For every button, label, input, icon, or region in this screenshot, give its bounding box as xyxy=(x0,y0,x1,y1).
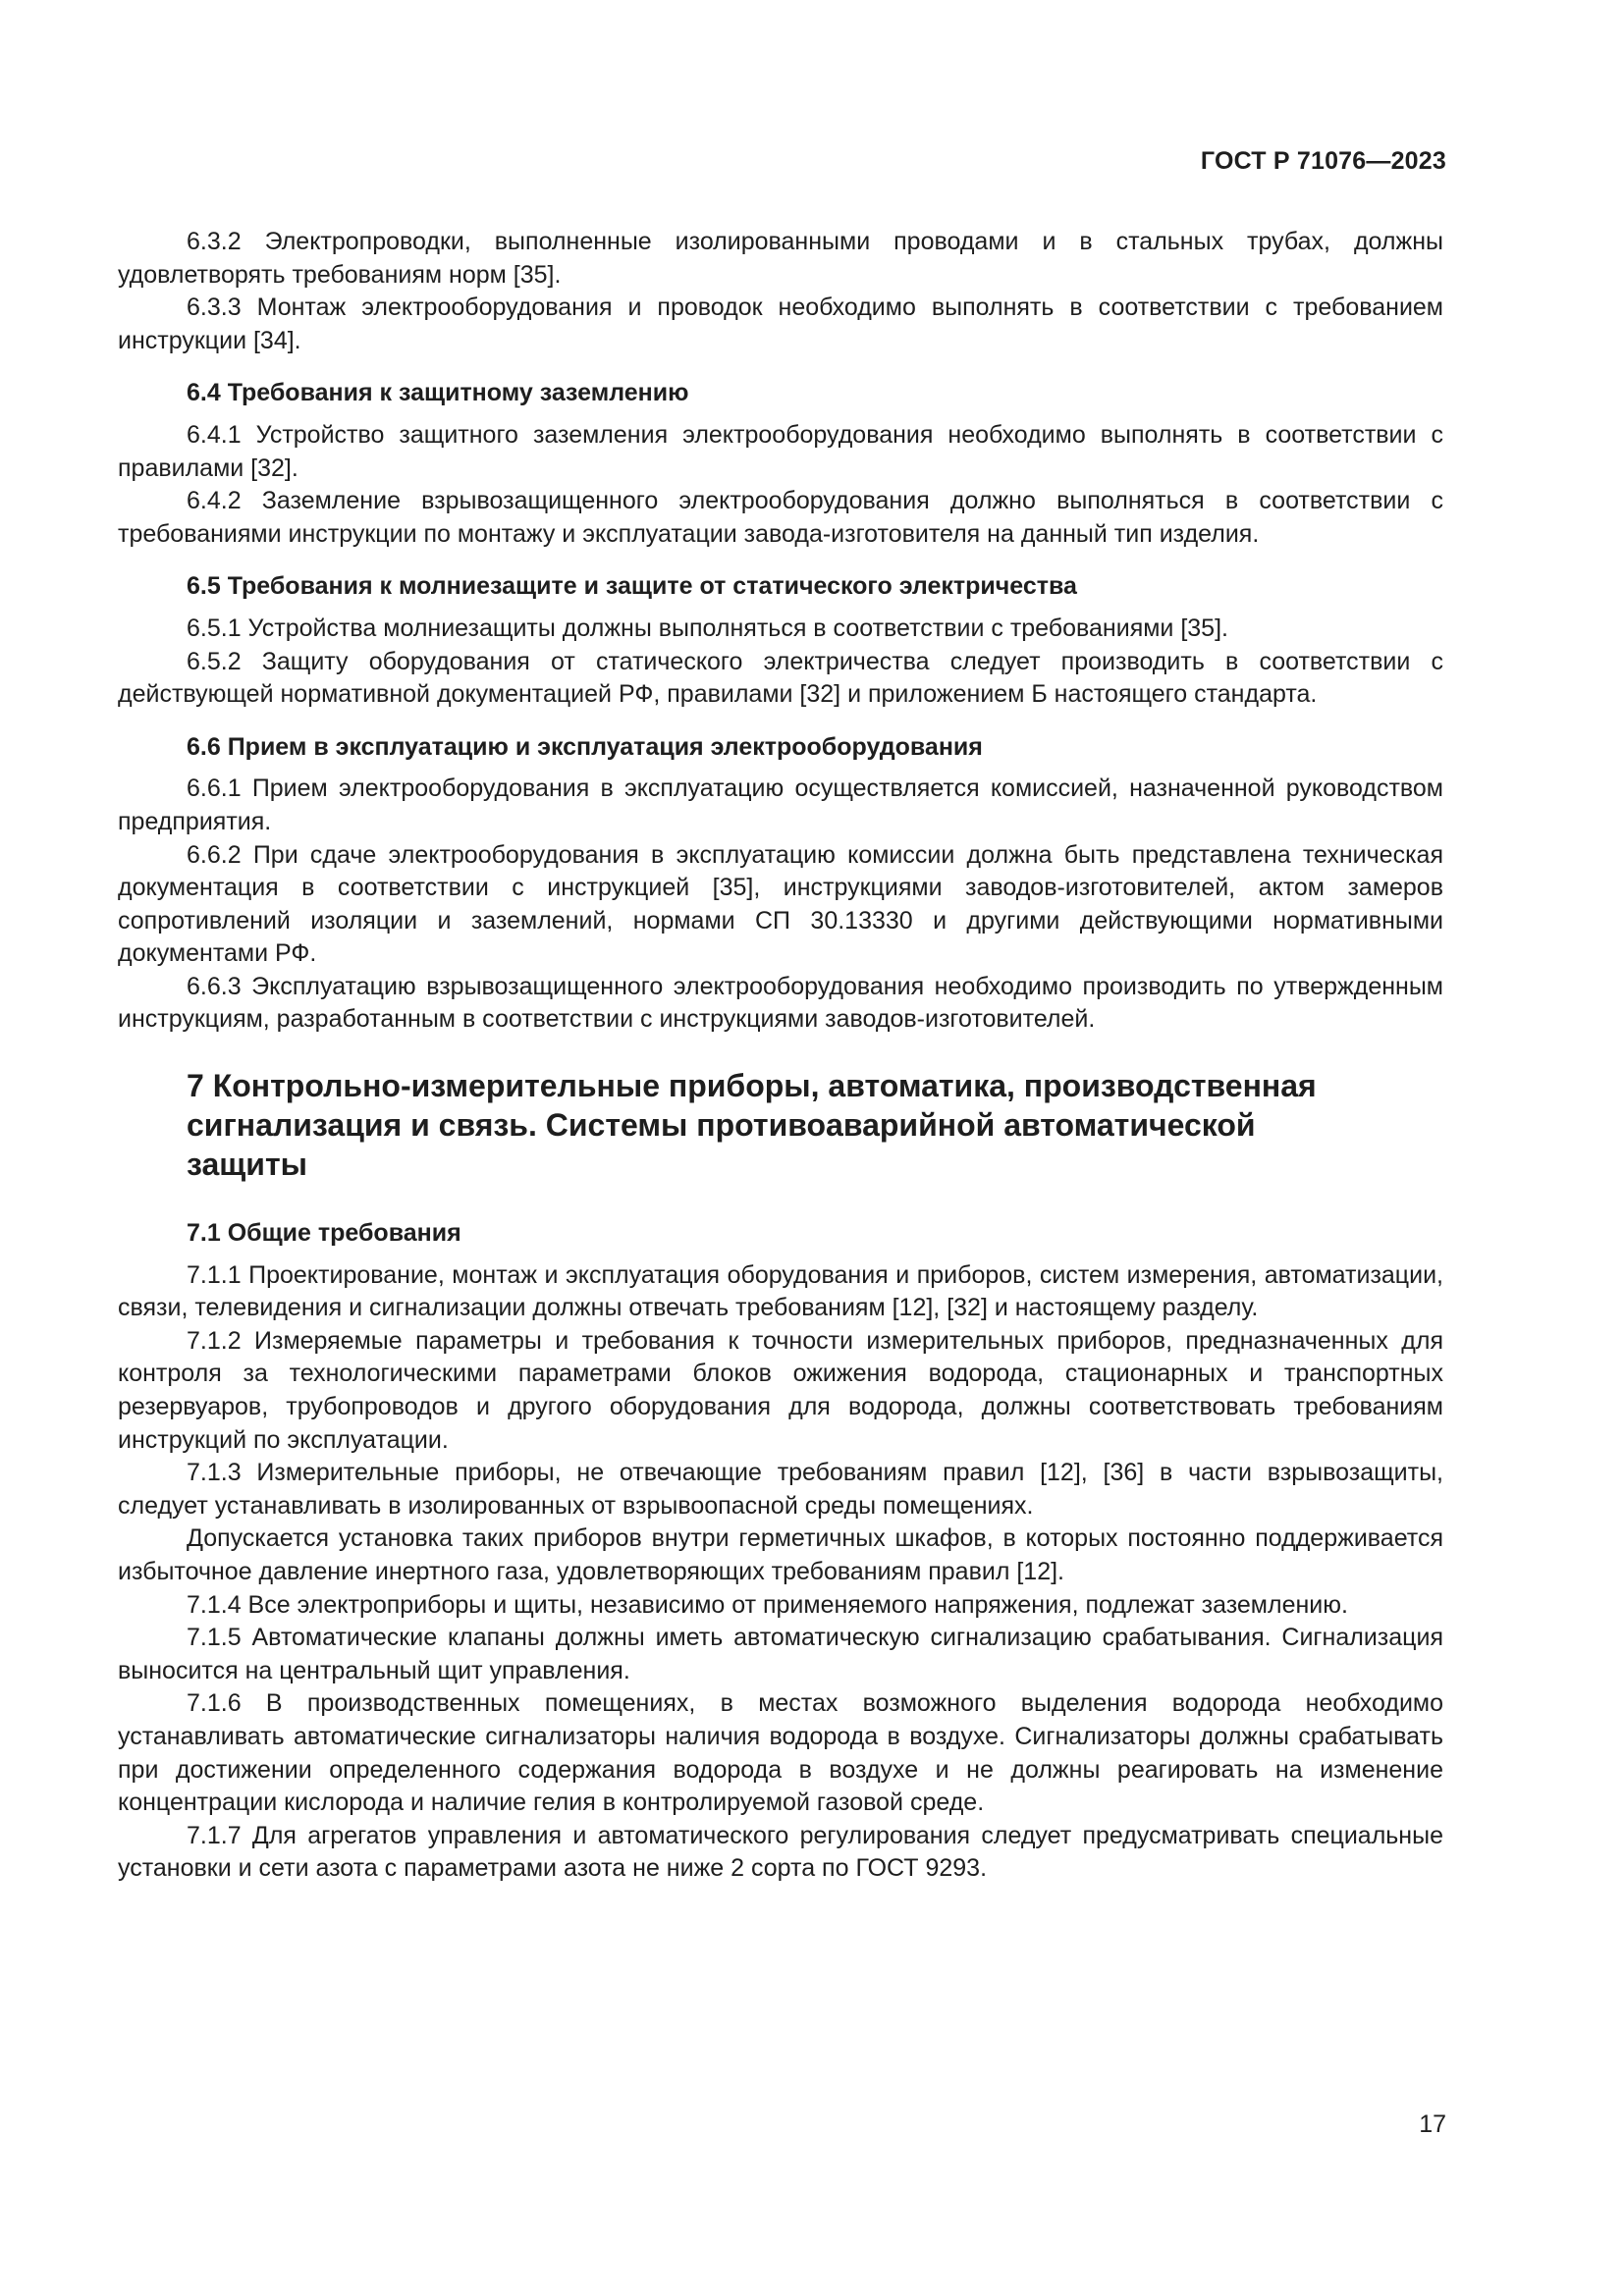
paragraph: 7.1.6 В производственных помещениях, в местах возможного выделения водорода необходимо устанавливать автоматические сигнализаторы наличия водорода в воздухе. Сигнализаторы должны срабатывать при достижении определенного содержания водорода в воздухе и не должны реагировать на изменение концентрации кислорода и наличие гелия в контролируемой газовой среде. xyxy=(118,1689,1443,1817)
paragraph: 6.6.3 Эксплуатацию взрывозащищенного электрооборудования необходимо производить по утвержденным инструкциям, разработанным в соответствии с инструкциями заводов-изготовителей. xyxy=(118,972,1443,1034)
subsection-heading: 6.6 Прием в эксплуатацию и эксплуатация электрооборудования xyxy=(187,732,983,761)
paragraph: 7.1.2 Измеряемые параметры и требования к точности измерительных приборов, предназначенных для контроля за технологическими параметрами блоков ожижения водорода, стационарных и транспортных резервуаров, трубопроводов и другого оборудования для водорода, должны соответствовать требованиям инструкций по эксплуатации. xyxy=(118,1326,1443,1454)
paragraph: 6.3.3 Монтаж электрооборудования и проводок необходимо выполнять в соответствии с требованием инструкции [34]. xyxy=(118,294,1443,354)
document-number-header: ГОСТ Р 71076—2023 xyxy=(1200,147,1446,175)
paragraph: 7.1.1 Проектирование, монтаж и эксплуатация оборудования и приборов, систем измерения, автоматизации, связи, телевидения и сигнализации должны отвечать требованиям [12], [32] и настоящему разделу. xyxy=(118,1260,1443,1322)
paragraph: 6.3.2 Электропроводки, выполненные изолированными проводами и в стальных трубах, должны удовлетворять требованиям норм [35]. xyxy=(118,228,1443,289)
section-heading: 7 Контрольно-измерительные приборы, автоматика, производственная сигнализация и связь. Системы противоаварийной автоматической защиты xyxy=(187,1068,1317,1183)
subsection-heading: 6.4 Требования к защитному заземлению xyxy=(187,379,689,407)
page-number: 17 xyxy=(1419,2110,1446,2138)
paragraph: 7.1.3 Измерительные приборы, не отвечающие требованиям правил [12], [36] в части взрывозащиты, следует устанавливать в изолированных от взрывоопасной среды помещениях. xyxy=(118,1459,1443,1520)
page-content xyxy=(118,226,1443,1886)
subsection-heading: 6.5 Требования к молниезащите и защите от статического электричества xyxy=(187,572,1077,601)
subsection-heading: 7.1 Общие требования xyxy=(187,1219,461,1248)
paragraph: 7.1.4 Все электроприборы и щиты, независимо от применяемого напряжения, подлежат заземлению. xyxy=(187,1590,1348,1619)
paragraph: 6.4.2 Заземление взрывозащищенного электрооборудования должно выполняться в соответствии с требованиями инструкции по монтажу и эксплуатации завода-изготовителя на данный тип изделия. xyxy=(118,487,1443,548)
paragraph: 7.1.7 Для агрегатов управления и автоматического регулирования следует предусматривать специальные установки и сети азота с параметрами азота не ниже 2 сорта по ГОСТ 9293. xyxy=(118,1821,1443,1883)
paragraph: 7.1.5 Автоматические клапаны должны иметь автоматическую сигнализацию срабатывания. Сигнализация выносится на центральный щит управления. xyxy=(118,1624,1443,1684)
paragraph: 6.5.2 Защиту оборудования от статического электричества следует производить в соответствии с действующей нормативной документацией РФ, правилами [32] и приложением Б настоящего стандарта. xyxy=(118,647,1443,709)
paragraph: 6.6.2 При сдаче электрооборудования в эксплуатацию комиссии должна быть представлена техническая документация в соответствии с инструкцией [35], инструкциями заводов-изготовителей, актом замеров сопротивлений изоляции и заземлений, нормами СП 30.13330 и другими действующими нормативными документами РФ. xyxy=(118,840,1443,968)
paragraph: 6.5.1 Устройства молниезащиты должны выполняться в соответствии с требованиями [35]. xyxy=(187,614,1228,642)
paragraph: 6.4.1 Устройство защитного заземления электрооборудования необходимо выполнять в соответствии с правилами [32]. xyxy=(118,420,1443,482)
paragraph: 6.6.1 Прием электрооборудования в эксплуатацию осуществляется комиссией, назначенной руководством предприятия. xyxy=(118,774,1443,835)
paragraph: Допускается установка таких приборов внутри герметичных шкафов, в которых постоянно поддерживается избыточное давление инертного газа, удовлетворяющих требованиям правил [12]. xyxy=(118,1524,1443,1585)
